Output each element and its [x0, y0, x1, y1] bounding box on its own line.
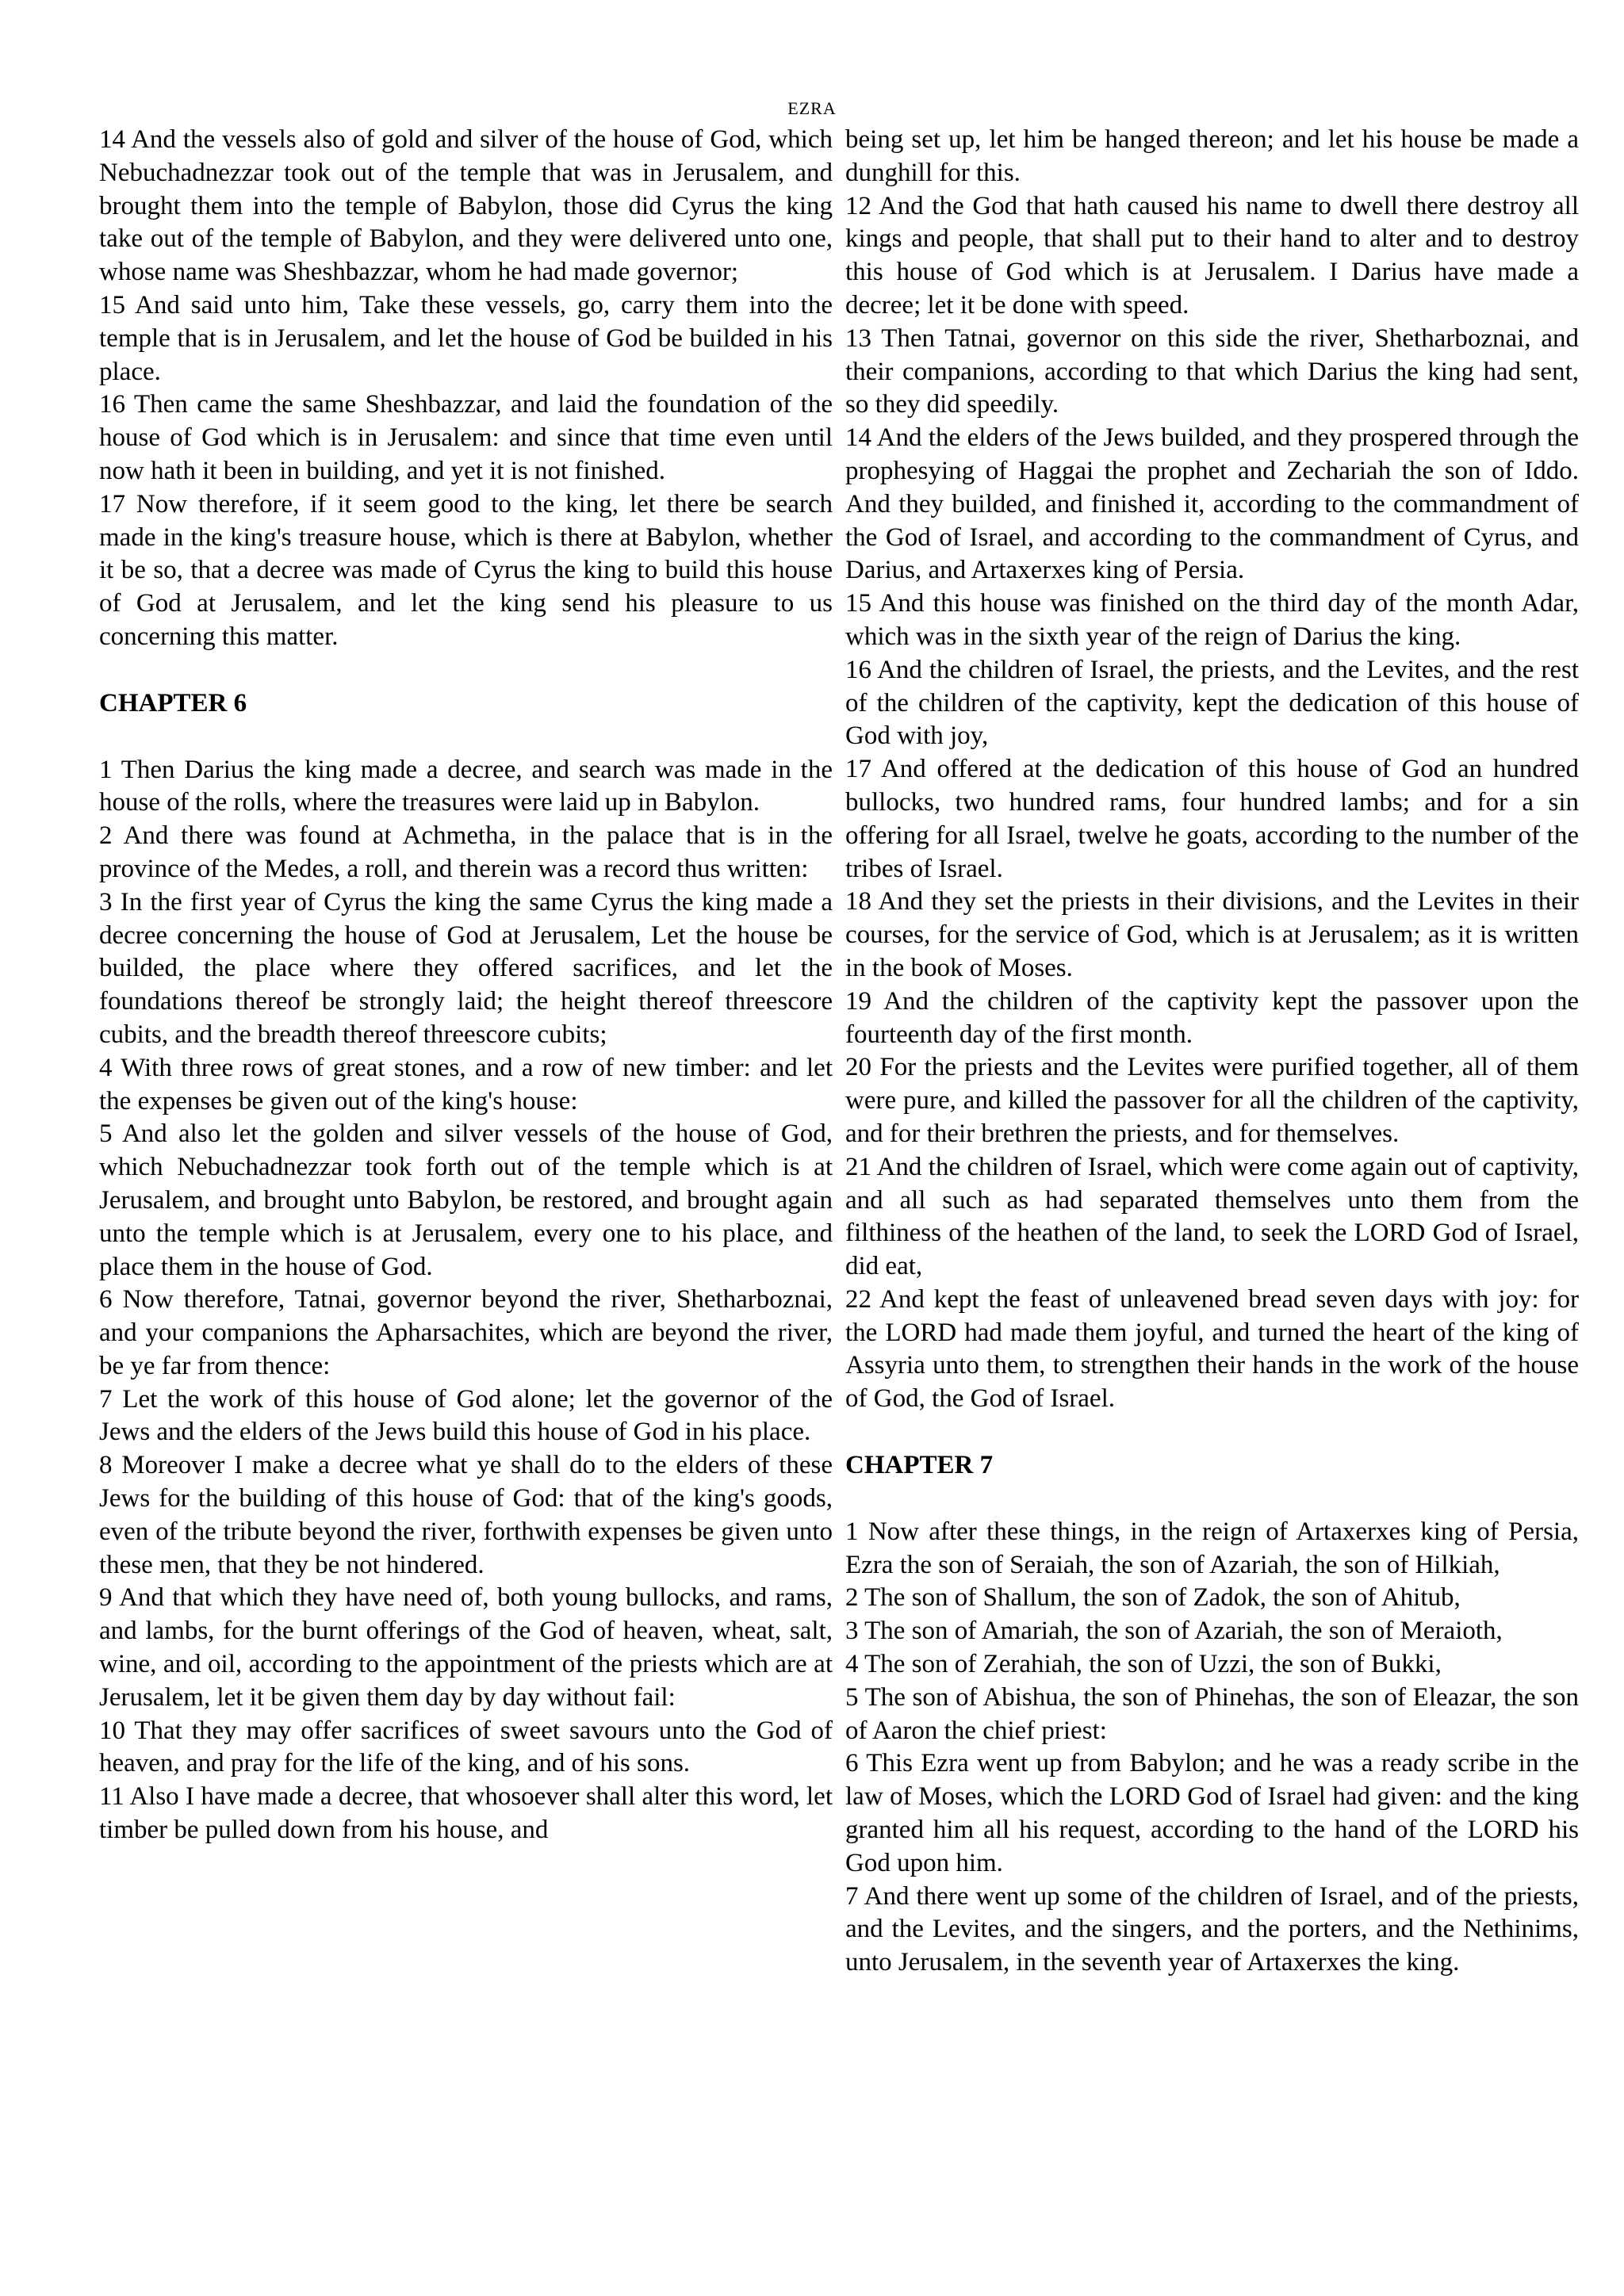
- verse: 2 The son of Shallum, the son of Zadok, the son of Ahitub,: [845, 1583, 1461, 1613]
- verse: 14 And the elders of the Jews builded, and they prospered through the prophesying of Haggai the prophet and Zechariah the son of Iddo. And they builded, and finished it, according to the commandment of the God of Israel, and according to the commandment of Cyrus, and Darius, and Artaxerxes king of Persia.: [845, 423, 1579, 585]
- verse: 6 Now therefore, Tatnai, governor beyond the river, Shetharboznai, and your companions the Apharsachites, which are beyond the river, be ye far from thence:: [99, 1285, 833, 1380]
- verse: 8 Moreover I make a decree what ye shall do to the elders of these Jews for the building of this house of God: that of the king's goods, even of the tribute beyond the river, forthwith expenses be given unto these men, that they be not hindered.: [99, 1451, 833, 1579]
- verse: 22 And kept the feast of unleavened bread seven days with joy: for the LORD had made them joyful, and turned the heart of the king of Assyria unto them, to strengthen their hands in the work of the house of God, the God of Israel.: [845, 1284, 1579, 1414]
- verse: 5 The son of Abishua, the son of Phinehas, the son of Eleazar, the son of Aaron the chief priest:: [845, 1682, 1579, 1745]
- verse: 3 In the first year of Cyrus the king the same Cyrus the king made a decree concerning the house of God at Jerusalem, Let the house be builded, the place where they offered sacrifices, and let the foundations thereof be strongly laid; the height thereof threescore cubits, and the breadth thereof threescore cubits;: [99, 887, 833, 1049]
- verse: 19 And the children of the captivity kept the passover upon the fourteenth day of the first month.: [845, 986, 1579, 1049]
- verse: 9 And that which they have need of, both young bullocks, and rams, and lambs, for the burnt offerings of the God of heaven, wheat, salt, wine, and oil, according to the appointment of the priests which are at Jerusalem, let it be given them day by day without fail:: [99, 1583, 833, 1712]
- right-verses-before: [845, 124, 1579, 1416]
- verse: 2 And there was found at Achmetha, in the palace that is in the province of the Medes, a roll, and therein was a record thus written:: [99, 821, 833, 883]
- verse: 16 Then came the same Sheshbazzar, and laid the foundation of the house of God which is in Jerusalem: and since that time even until now hath it been in building, and yet it is not finished.: [99, 390, 833, 485]
- verse: 6 This Ezra went up from Babylon; and he was a ready scribe in the law of Moses, which the LORD God of Israel had given: and the king granted him all his request, according to the hand of the LORD his God upon him.: [845, 1749, 1579, 1877]
- verse: 4 The son of Zerahiah, the son of Uzzi, the son of Bukki,: [845, 1650, 1442, 1679]
- chapter-heading: CHAPTER 7: [845, 1451, 994, 1480]
- right-column: [845, 124, 1579, 1980]
- left-verses-after: [99, 754, 833, 1847]
- verse: 12 And the God that hath caused his name to dwell there destroy all kings and people, that shall put to their hand to alter and to destroy this house of God which is at Jerusalem. I Darius have made a decree; let it be done with speed.: [845, 191, 1579, 320]
- verse: 13 Then Tatnai, governor on this side the river, Shetharboznai, and their companions, according to that which Darius the king had sent, so they did speedily.: [845, 323, 1579, 419]
- left-column: [99, 124, 833, 1847]
- verse: 4 With three rows of great stones, and a row of new timber: and let the expenses be given out of the king's house:: [99, 1053, 833, 1115]
- verse: being set up, let him be hanged thereon; and let his house be made a dunghill for this.: [845, 125, 1579, 187]
- verse: 14 And the vessels also of gold and silver of the house of God, which Nebuchadnezzar took out of the temple that was in Jerusalem, and brought them into the temple of Babylon, those did Cyrus the king take out of the temple of Babylon, and they were delivered unto one, whose name was Sheshbazzar, whom he had made governor;: [99, 125, 833, 287]
- verse: 1 Now after these things, in the reign of Artaxerxes king of Persia, Ezra the son of Seraiah, the son of Azariah, the son of Hilkiah,: [845, 1517, 1579, 1579]
- right-verses-after: [845, 1516, 1579, 1980]
- verse: 16 And the children of Israel, the priests, and the Levites, and the rest of the children of the captivity, kept the dedication of this house of God with joy,: [845, 655, 1579, 751]
- verse: 10 That they may offer sacrifices of sweet savours unto the God of heaven, and pray for the life of the king, and of his sons.: [99, 1716, 833, 1778]
- verse: 20 For the priests and the Levites were purified together, all of them were pure, and killed the passover for all the children of the captivity, and for their brethren the priests, and for themselves.: [845, 1053, 1579, 1148]
- verse: 17 Now therefore, if it seem good to the king, let there be search made in the king's treasure house, which is there at Babylon, whether it be so, that a decree was made of Cyrus the king to build this house of God at Jerusalem, and let the king send his pleasure to us concerning this matter.: [99, 489, 833, 651]
- running-head: EZRA: [787, 98, 837, 118]
- verse: 15 And said unto him, Take these vessels, go, carry them into the temple that is in Jerusalem, and let the house of God be builded in his place.: [99, 290, 833, 386]
- verse: 3 The son of Amariah, the son of Azariah, the son of Meraioth,: [845, 1617, 1503, 1646]
- verse: 18 And they set the priests in their divisions, and the Levites in their courses, for the service of God, which is at Jerusalem; as it is written in the book of Moses.: [845, 887, 1579, 982]
- verse: 5 And also let the golden and silver vessels of the house of God, which Nebuchadnezzar took forth out of the temple which is at Jerusalem, and brought unto Babylon, be restored, and brought again unto the temple which is at Jerusalem, every one to his place, and place them in the house of God.: [99, 1119, 833, 1281]
- chapter-heading: CHAPTER 6: [99, 688, 247, 718]
- left-verses-before: [99, 124, 833, 654]
- verse: 1 Then Darius the king made a decree, and search was made in the house of the rolls, where the treasures were laid up in Babylon.: [99, 755, 833, 817]
- verse: 21 And the children of Israel, which were come again out of captivity, and all such as had separated themselves unto them from the filthiness of the heathen of the land, to seek the LORD God of Israel, did eat,: [845, 1152, 1579, 1281]
- verse: 7 Let the work of this house of God alone; let the governor of the Jews and the elders of the Jews build this house of God in his place.: [99, 1384, 833, 1447]
- verse: 15 And this house was finished on the third day of the month Adar, which was in the sixth year of the reign of Darius the king.: [845, 589, 1579, 651]
- verse: 7 And there went up some of the children of Israel, and of the priests, and the Levites, and the singers, and the porters, and the Nethinims, unto Jerusalem, in the seventh year of Artaxerxes the king.: [845, 1881, 1579, 1977]
- verse: 11 Also I have made a decree, that whosoever shall alter this word, let timber be pulled down from his house, and: [99, 1782, 833, 1845]
- verse: 17 And offered at the dedication of this house of God an hundred bullocks, two hundred rams, four hundred lambs; and for a sin offering for all Israel, twelve he goats, according to the number of the tribes of Israel.: [845, 755, 1579, 883]
